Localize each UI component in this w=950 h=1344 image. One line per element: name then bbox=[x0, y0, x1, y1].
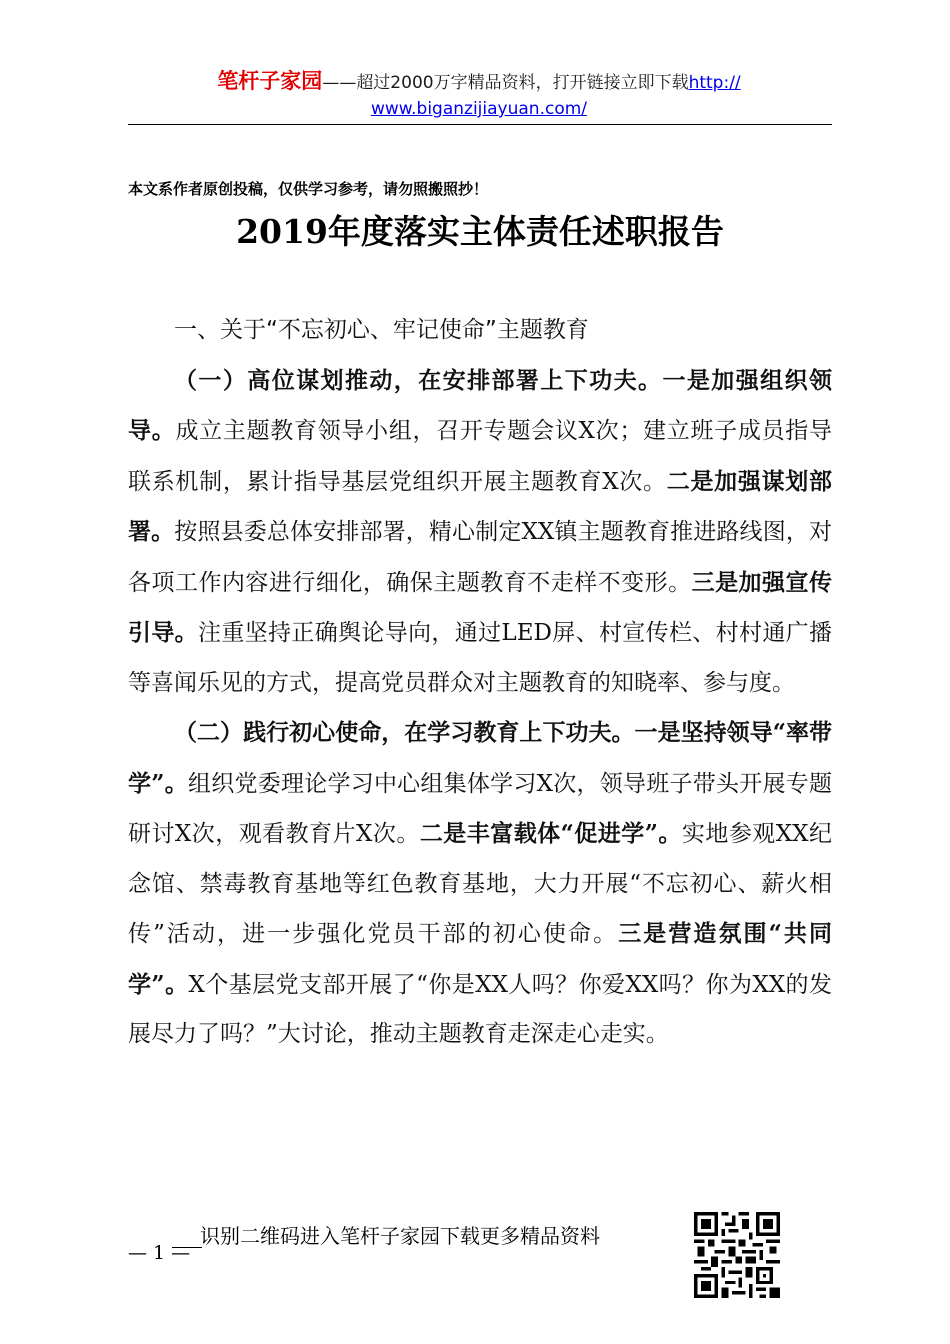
paragraph-2 bbox=[128, 708, 832, 1060]
header-link-part1[interactable]: http:// bbox=[688, 73, 741, 93]
header-divider bbox=[128, 124, 832, 125]
paragraph-1-text-2: 按照县委总体安排部署，精心制定XX镇主题教育推进路线图，对各项工作内容进行细化，确保主题教育不走样不变形。 bbox=[128, 519, 833, 596]
site-header bbox=[128, 68, 830, 122]
section-heading: 一、关于“不忘初心、牢记使命”主题教育 bbox=[174, 317, 589, 343]
paragraph-2-bold-3: 三是营造氛围“共同学”。 bbox=[128, 920, 832, 998]
paragraph-1-bold-2: 二是加强谋划部署。 bbox=[128, 467, 833, 545]
document-body bbox=[128, 306, 832, 1060]
paragraph-2-text-2: 实地参观XX纪念馆、禁毒教育基地等红色教育基地，大力开展“不忘初心、薪火相传”活动，进一步强化党员干部的初心使命。 bbox=[128, 821, 832, 947]
paragraph-1-text-1: 成立主题教育领导小组，召开专题会议X次；建立班子成员指导联系机制，累计指导基层党组织开展主题教育X次。 bbox=[128, 418, 833, 495]
page-number: — 1 — bbox=[128, 1242, 191, 1264]
paragraph-1 bbox=[128, 356, 832, 709]
paragraph-1-bold-3: 三是加强宣传引导。 bbox=[128, 568, 833, 646]
paragraph-2-lead: （二）践行初心使命，在学习教育上下功夫。一是坚持领导“率带学”。 bbox=[128, 719, 832, 797]
paragraph-2-text-3: X个基层党支部开展了“你是XX人吗？你爱XX吗？你为XX的发展尽力了吗？”大讨论，推动主题教育走深走心走实。 bbox=[128, 971, 832, 1047]
brand-name: 笔杆子家园 bbox=[217, 69, 323, 93]
footer-text: 识别二维码进入笔杆子家园下载更多精品资料 bbox=[200, 1224, 600, 1248]
copyright-notice: 本文系作者原创投稿，仅供学习参考，请勿照搬照抄！ bbox=[128, 180, 489, 198]
header-tagline: ——超过2000万字精品资料，打开链接立即下载 bbox=[322, 73, 689, 93]
header-link-part2[interactable]: www.biganzijiayuan.com/ bbox=[370, 99, 588, 119]
paragraph-2-text-1: 组织党委理论学习中心组集体学习X次，领导班子带头开展专题研讨X次，观看教育片X次。 bbox=[128, 770, 832, 847]
paragraph-1-lead: （一）高位谋划推动，在安排部署上下功夫。一是加强组织领导。 bbox=[128, 366, 832, 444]
footer-underline bbox=[172, 1247, 202, 1248]
paragraph-1-text-3: 注重坚持正确舆论导向，通过LED屏、村宣传栏、村村通广播等喜闻乐见的方式，提高党员群众对主题教育的知晓率、参与度。 bbox=[128, 620, 833, 696]
document-title: 2019年度落实主体责任述职报告 bbox=[236, 212, 724, 251]
qr-code-icon[interactable] bbox=[694, 1212, 780, 1298]
paragraph-2-bold-2: 二是丰富载体“促进学”。 bbox=[419, 820, 682, 847]
